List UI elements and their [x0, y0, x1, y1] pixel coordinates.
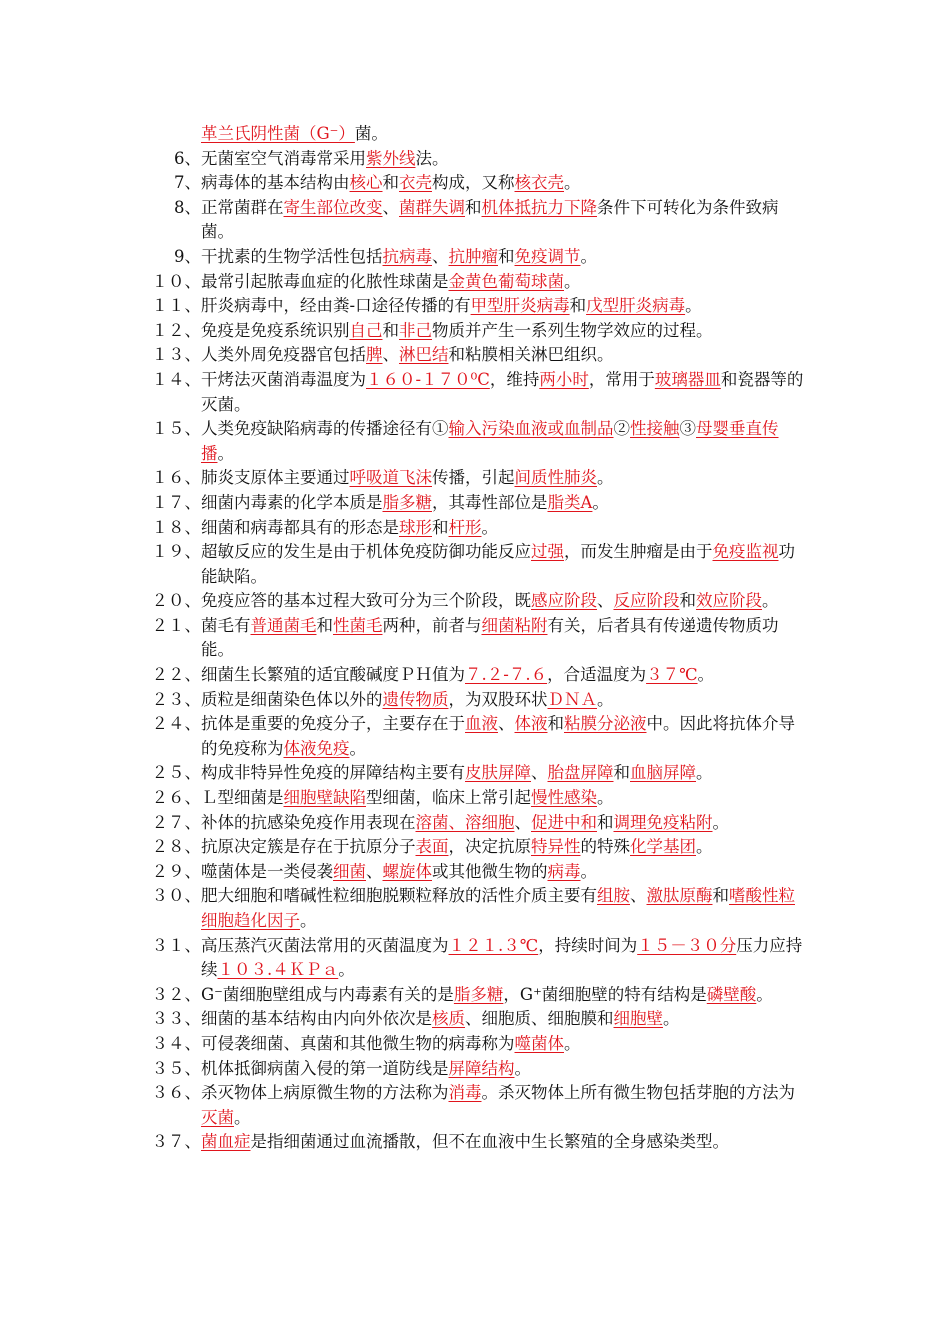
- question-segment: 菌。: [354, 124, 388, 143]
- answer-blank: 粘膜分泌液: [564, 714, 647, 734]
- answer-blank: 脂多糖: [453, 984, 504, 1004]
- question-text: [201, 761, 807, 786]
- question-segment: 。: [580, 861, 597, 881]
- question-segment: 。: [696, 837, 713, 857]
- question-number: 9、: [174, 246, 201, 266]
- question-segment: 。: [564, 1033, 581, 1053]
- question-segment: Ｌ型细菌是: [201, 788, 284, 808]
- question-segment: 细菌内毒素的化学本质是: [201, 492, 383, 512]
- answer-blank: 体液: [514, 714, 548, 734]
- question-segment: 和: [432, 517, 449, 537]
- answer-blank: 杆形: [448, 517, 482, 537]
- question-segment: ，合适温度为: [547, 665, 647, 685]
- question-item: [0, 540, 807, 589]
- question-item: [0, 1032, 807, 1057]
- question-text: [201, 491, 807, 516]
- question-item: [0, 1081, 807, 1130]
- answer-blank: 细菌: [333, 861, 366, 881]
- question-segment: 杀灭物体上病原微生物的方法称为: [201, 1083, 449, 1103]
- question-segment: 功能缺陷。: [201, 542, 795, 586]
- question-segment: 高压蒸汽灭菌法常用的灭菌温度为: [201, 935, 449, 955]
- question-segment: 、: [630, 886, 647, 906]
- question-text: [201, 614, 807, 663]
- question-segment: 菌毛有: [201, 615, 251, 635]
- question-segment: 。: [338, 960, 355, 980]
- answer-blank: 遗传物质: [382, 689, 449, 709]
- question-item: [0, 614, 807, 663]
- question-text: [201, 294, 807, 319]
- answer-blank: 反应阶段: [613, 591, 680, 611]
- question-segment: 、: [498, 714, 515, 734]
- question-segment: 可侵袭细菌、真菌和其他微生物的病毒称为: [201, 1033, 515, 1053]
- answer-blank: 普通菌毛: [250, 615, 317, 635]
- answer-blank: ＤＮＡ: [547, 689, 597, 709]
- question-number: 8、: [174, 197, 201, 217]
- question-segment: 、: [531, 763, 548, 783]
- question-text: [201, 589, 807, 614]
- answer-blank: 抗肿瘤: [448, 246, 498, 266]
- question-segment: 和: [712, 886, 729, 906]
- question-segment: 超敏反应的发生是由于机体免疫防御功能反应: [201, 542, 531, 562]
- question-segment: 。: [712, 812, 729, 832]
- answer-blank: 核心: [349, 173, 383, 193]
- answer-blank: 慢性感染: [531, 788, 597, 808]
- question-number: １７、: [151, 492, 201, 512]
- answer-blank: 屏障结构: [448, 1058, 515, 1078]
- question-segment: 肥大细胞和嗜碱性粒细胞脱颗粒释放的活性介质主要有: [201, 886, 597, 906]
- question-item: [0, 147, 807, 172]
- question-text: [201, 1081, 807, 1130]
- question-item: [0, 417, 807, 466]
- question-item: [0, 835, 807, 860]
- question-segment: 、细胞质、细胞膜和: [465, 1009, 614, 1029]
- answer-blank: 玻璃器皿: [654, 369, 721, 389]
- question-number: ３３、: [151, 1009, 201, 1029]
- question-text: [201, 712, 807, 761]
- question-segment: 中。因此将抗体介导的免疫称为: [201, 714, 795, 758]
- question-number: １５、: [151, 419, 201, 439]
- answer-blank: 胎盘屏障: [547, 763, 614, 783]
- answer-blank: 血脑屏障: [630, 763, 696, 783]
- question-number: ３４、: [151, 1033, 201, 1053]
- question-segment: 、: [514, 812, 531, 832]
- answer-blank: 效应阶段: [696, 591, 762, 611]
- question-segment: 。: [580, 246, 597, 266]
- question-segment: 构成，又称: [432, 173, 515, 193]
- question-number: ２８、: [151, 837, 201, 857]
- question-number: １８、: [151, 517, 201, 537]
- question-item: [0, 171, 807, 196]
- answer-blank: 两小时: [539, 369, 589, 389]
- question-segment: 条件下可转化为条件致病菌。: [201, 197, 779, 242]
- question-segment: 法。: [415, 148, 449, 168]
- question-segment: 免疫是免疫系统识别: [201, 320, 350, 340]
- answer-blank: 输入污染血液或血制品: [448, 419, 614, 439]
- question-segment: ，为双股环状: [448, 689, 548, 709]
- question-text: [201, 147, 807, 172]
- question-item: [0, 245, 807, 270]
- answer-blank: 激肽原酶: [646, 886, 713, 906]
- question-segment: 。: [756, 984, 773, 1004]
- question-item: [0, 319, 807, 344]
- question-number: 6、: [174, 148, 201, 168]
- question-segment: 噬菌体是一类侵袭: [201, 861, 333, 881]
- question-number: ３１、: [151, 935, 201, 955]
- question-segment: 干扰素的生物学活性包括: [201, 246, 383, 266]
- question-item: [0, 196, 807, 245]
- question-item: [0, 934, 807, 983]
- question-text: [201, 343, 807, 368]
- question-text: [201, 835, 807, 860]
- answer-blank: 过强: [531, 542, 564, 562]
- question-segment: 。: [597, 788, 614, 808]
- answer-blank: 衣壳: [399, 173, 432, 193]
- answer-blank: 消毒: [448, 1083, 482, 1103]
- question-segment: 。杀灭物体上所有微生物包括芽胞的方法为: [481, 1083, 795, 1103]
- question-text: [201, 1007, 807, 1032]
- question-segment: 。: [481, 517, 498, 537]
- question-segment: ，决定抗原: [448, 837, 531, 857]
- question-segment: 。: [300, 911, 317, 930]
- answer-blank: 革兰氏阴性菌（G⁻）: [201, 124, 355, 143]
- answer-blank: １６０-１７０⁰C: [366, 369, 490, 389]
- question-segment: 和粘膜相关淋巴组织。: [448, 345, 614, 365]
- question-text: [201, 860, 807, 885]
- question-segment: 或其他微生物的: [432, 861, 548, 881]
- question-text: [201, 1130, 807, 1155]
- answer-blank: ７.２-７.６: [465, 665, 548, 685]
- question-segment: 细菌和病毒都具有的形态是: [201, 517, 399, 537]
- answer-blank: 细菌粘附: [481, 615, 548, 635]
- answer-blank: 间质性肺炎: [514, 468, 597, 488]
- question-segment: 干烤法灭菌消毒温度为: [201, 369, 366, 389]
- answer-blank: 非己: [399, 320, 432, 340]
- answer-blank: 表面: [415, 837, 449, 857]
- question-segment: 物质并产生一系列生物学效应的过程。: [432, 320, 713, 340]
- question-segment: 。: [663, 1009, 680, 1029]
- question-segment: 、: [366, 861, 383, 881]
- question-segment: 。: [234, 1107, 251, 1127]
- answer-blank: 免疫监视: [712, 542, 779, 562]
- question-segment: 。: [696, 763, 713, 783]
- question-item: [0, 589, 807, 614]
- question-segment: 。: [592, 492, 609, 512]
- question-item: [0, 811, 807, 836]
- question-number: １４、: [151, 369, 201, 389]
- question-segment: 补体的抗感染免疫作用表现在: [201, 812, 416, 832]
- answer-blank: １５－３０分: [637, 935, 737, 955]
- question-number: ２６、: [151, 788, 201, 808]
- question-number: ２１、: [151, 615, 201, 635]
- question-number: ３６、: [151, 1083, 201, 1103]
- question-text: [201, 1032, 807, 1057]
- question-segment: 和瓷器等的灭菌。: [201, 369, 804, 414]
- answer-blank: 性接触: [630, 419, 680, 439]
- answer-blank: 噬菌体: [514, 1033, 564, 1053]
- question-segment: 和: [597, 812, 614, 832]
- question-segment: ，而发生肿瘤是由于: [564, 542, 713, 562]
- question-segment: 压力应持续: [201, 935, 803, 980]
- question-item: [0, 491, 807, 516]
- question-number: ２０、: [151, 591, 201, 611]
- question-item: [0, 983, 807, 1008]
- question-item: [0, 368, 807, 417]
- question-item: [0, 294, 807, 319]
- answer-blank: 体液免疫: [283, 738, 350, 758]
- question-segment: ，G⁺菌细胞壁的特有结构是: [503, 984, 707, 1004]
- answer-blank: 菌血症: [201, 1132, 251, 1152]
- question-text: [201, 245, 807, 270]
- question-segment: 。: [217, 443, 234, 463]
- question-segment: 。: [762, 591, 779, 611]
- question-segment: 、: [382, 345, 399, 365]
- question-text: [201, 1057, 807, 1082]
- question-item: [0, 122, 807, 147]
- question-number: １３、: [151, 345, 201, 365]
- question-segment: 最常引起脓毒血症的化脓性球菌是: [201, 271, 449, 291]
- answer-blank: 金黄色葡萄球菌: [448, 271, 564, 291]
- question-segment: 、: [432, 246, 449, 266]
- question-text: [201, 786, 807, 811]
- question-segment: 和: [613, 763, 630, 783]
- question-segment: 正常菌群在: [201, 197, 284, 217]
- question-segment: 。: [564, 271, 581, 291]
- question-segment: 机体抵御病菌入侵的第一道防线是: [201, 1058, 449, 1078]
- question-text: [201, 934, 807, 983]
- question-item: [0, 1007, 807, 1032]
- question-segment: 有关，后者具有传递遗传物质功能。: [201, 615, 779, 660]
- question-segment: 传播，引起: [432, 468, 515, 488]
- question-segment: 肺炎支原体主要通过: [201, 468, 350, 488]
- question-number: ２４、: [151, 714, 201, 734]
- answer-blank: 溶菌、溶细胞: [415, 812, 515, 832]
- answer-blank: 细胞壁: [613, 1009, 663, 1029]
- question-item: [0, 688, 807, 713]
- question-text: [201, 663, 807, 688]
- question-segment: 。: [349, 738, 366, 758]
- answer-blank: 磷壁酸: [706, 984, 757, 1004]
- question-text: [201, 270, 807, 295]
- answer-blank: 脂类A: [547, 492, 593, 512]
- question-item: [0, 516, 807, 541]
- question-segment: 。: [597, 689, 614, 709]
- answer-blank: 母婴垂直传播: [201, 419, 779, 463]
- question-segment: 肝炎病毒中，经由粪-口途径传播的有: [201, 296, 471, 316]
- question-number: ２５、: [151, 763, 201, 783]
- answer-blank: 血液: [465, 714, 498, 734]
- question-number: ３２、: [151, 984, 201, 1004]
- question-number: １９、: [151, 542, 201, 562]
- question-segment: 构成非特异性免疫的屏障结构主要有: [201, 763, 465, 783]
- question-segment: 抗体是重要的免疫分子，主要存在于: [201, 714, 465, 734]
- answer-blank: 核衣壳: [514, 173, 564, 193]
- question-item: [0, 1057, 807, 1082]
- answer-blank: ３７℃: [646, 665, 698, 685]
- answer-blank: 菌群失调: [399, 197, 465, 217]
- question-segment: 人类免疫缺陷病毒的传播途径有①: [201, 419, 449, 439]
- question-segment: 和: [498, 246, 515, 266]
- question-text: [201, 811, 807, 836]
- question-text: [201, 122, 807, 147]
- question-segment: ，其毒性部位是: [432, 492, 548, 512]
- question-segment: 的特殊: [580, 837, 630, 857]
- answer-blank: 甲型肝炎病毒: [470, 296, 570, 316]
- answer-blank: 戊型肝炎病毒: [586, 296, 686, 316]
- answer-blank: 免疫调节: [514, 246, 581, 266]
- answer-blank: １０３.４ＫＰａ: [217, 960, 339, 980]
- answer-blank: 皮肤屏障: [465, 763, 531, 783]
- answer-blank: 化学基团: [630, 837, 696, 857]
- question-item: [0, 1130, 807, 1155]
- question-number: ３７、: [151, 1132, 201, 1152]
- question-segment: 无菌室空气消毒常采用: [201, 148, 366, 168]
- answer-blank: 螺旋体: [382, 861, 432, 881]
- answer-blank: 性菌毛: [333, 615, 383, 635]
- question-text: [201, 196, 807, 245]
- answer-blank: 寄生部位改变: [283, 197, 383, 217]
- question-number: １２、: [151, 320, 201, 340]
- question-segment: 和: [382, 173, 399, 193]
- answer-blank: 淋巴结: [399, 345, 449, 365]
- question-segment: 和: [316, 615, 333, 635]
- question-segment: ③: [679, 419, 696, 439]
- question-segment: 人类外周免疫器官包括: [201, 345, 366, 365]
- question-segment: 。: [697, 665, 715, 685]
- answer-blank: 呼吸道飞沫: [349, 468, 432, 488]
- question-segment: 抗原决定簇是存在于抗原分子: [201, 837, 416, 857]
- answer-blank: 脂多糖: [382, 492, 432, 512]
- answer-blank: 抗病毒: [382, 246, 432, 266]
- question-number: １０、: [151, 271, 201, 291]
- answer-blank: 病毒: [547, 861, 581, 881]
- question-segment: 、: [382, 197, 399, 217]
- question-text: [201, 884, 807, 933]
- answer-blank: 紫外线: [366, 148, 416, 168]
- answer-blank: 自己: [349, 320, 383, 340]
- question-segment: 细菌的基本结构由内向外依次是: [201, 1009, 432, 1029]
- question-number: １１、: [151, 296, 201, 316]
- document-page: [0, 122, 950, 1155]
- answer-blank: 特异性: [531, 837, 581, 857]
- question-number: ２７、: [151, 812, 201, 832]
- question-segment: 和: [679, 591, 696, 611]
- answer-blank: １２１.３℃: [448, 935, 539, 955]
- question-segment: 、: [597, 591, 614, 611]
- question-segment: 病毒体的基本结构由: [201, 173, 350, 193]
- question-segment: ②: [613, 419, 630, 439]
- question-text: [201, 688, 807, 713]
- question-item: [0, 343, 807, 368]
- question-number: ２９、: [151, 861, 201, 881]
- question-text: [201, 540, 807, 589]
- question-number: ３０、: [151, 886, 201, 906]
- question-number: ３５、: [151, 1058, 201, 1078]
- question-segment: 。: [514, 1058, 531, 1078]
- question-segment: 和: [465, 197, 482, 217]
- question-segment: 。: [597, 468, 614, 488]
- answer-blank: 嗜酸性粒细胞趋化因子: [201, 886, 795, 930]
- answer-blank: 促进中和: [531, 812, 597, 832]
- question-number: １６、: [151, 468, 201, 488]
- question-segment: 型细菌，临床上常引起: [366, 788, 531, 808]
- question-text: [201, 983, 807, 1008]
- question-text: [201, 417, 807, 466]
- question-item: [0, 761, 807, 786]
- question-item: [0, 860, 807, 885]
- answer-blank: 机体抵抗力下降: [481, 197, 597, 217]
- answer-blank: 灭菌: [201, 1107, 234, 1127]
- question-segment: 细菌生长繁殖的适宜酸碱度ＰＨ值为: [201, 665, 465, 685]
- question-segment: ，维持: [489, 369, 540, 389]
- question-number: ２２、: [151, 665, 201, 685]
- question-item: [0, 270, 807, 295]
- question-item: [0, 712, 807, 761]
- answer-blank: 感应阶段: [531, 591, 597, 611]
- question-item: [0, 466, 807, 491]
- question-text: [201, 319, 807, 344]
- question-segment: 和: [569, 296, 587, 316]
- question-text: [201, 368, 807, 417]
- question-segment: 和: [547, 714, 564, 734]
- answer-blank: 组胺: [597, 886, 630, 906]
- answer-blank: 核质: [432, 1009, 465, 1029]
- question-segment: G⁻菌细胞壁组成与内毒素有关的是: [201, 984, 454, 1004]
- answer-blank: 脾: [366, 345, 383, 365]
- question-segment: 和: [382, 320, 399, 340]
- answer-blank: 调理免疫粘附: [613, 812, 713, 832]
- question-text: [201, 466, 807, 491]
- question-segment: 。: [685, 296, 702, 316]
- question-segment: 质粒是细菌染色体以外的: [201, 689, 383, 709]
- question-segment: ，持续时间为: [538, 935, 638, 955]
- question-segment: 免疫应答的基本过程大致可分为三个阶段，既: [201, 591, 531, 611]
- question-segment: 两种，前者与: [382, 615, 482, 635]
- answer-blank: 细胞壁缺陷: [283, 788, 366, 808]
- answer-blank: 球形: [399, 517, 432, 537]
- question-segment: 是指细菌通过血流播散，但不在血液中生长繁殖的全身感染类型。: [250, 1132, 729, 1152]
- question-segment: ，常用于: [588, 369, 655, 389]
- question-text: [201, 171, 807, 196]
- question-item: [0, 786, 807, 811]
- question-number: ２３、: [151, 689, 201, 709]
- question-number: 7、: [174, 173, 201, 193]
- question-segment: 。: [564, 173, 581, 193]
- question-item: [0, 663, 807, 688]
- question-item: [0, 884, 807, 933]
- question-text: [201, 516, 807, 541]
